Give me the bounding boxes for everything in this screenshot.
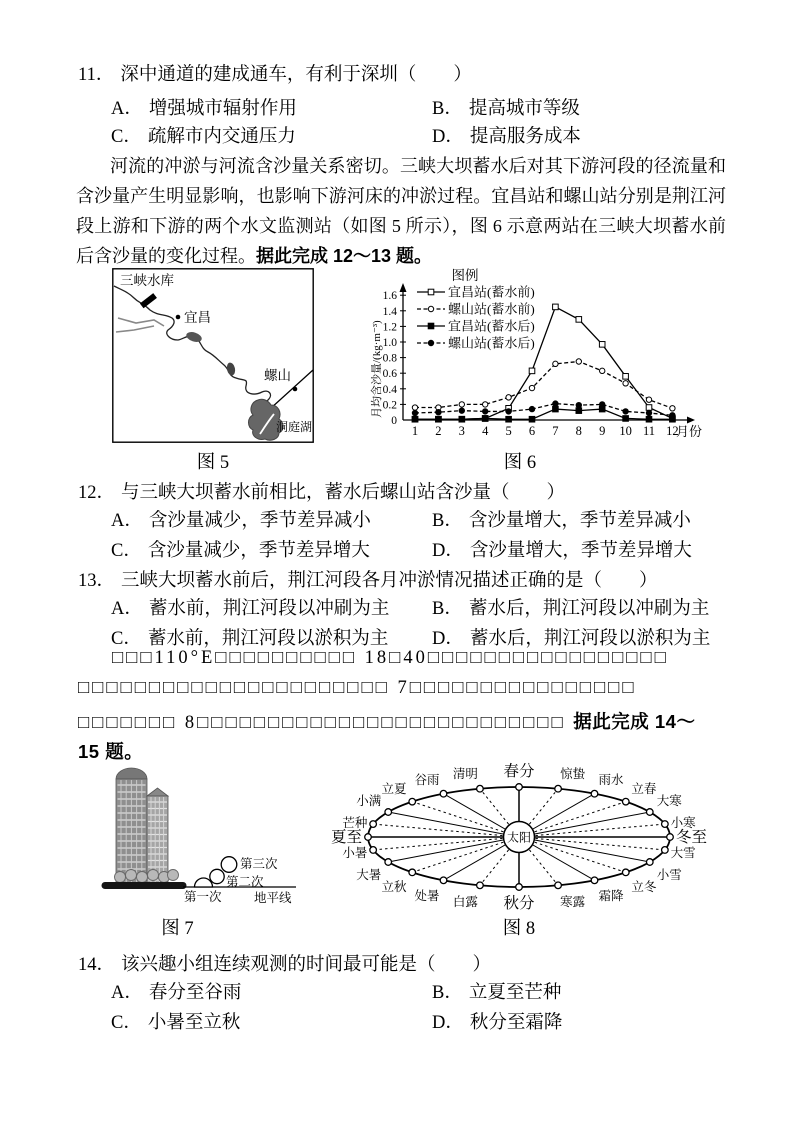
figure6-sediment-chart [368,262,713,447]
option-label: D． [432,1013,464,1033]
luoshan-station-dot [293,387,298,392]
option-label: A． [111,599,143,619]
intro2-line1: □□□110°E□□□□□□□□□□ 18□40□□□□□□□□□□□□□□□□□ [112,648,669,668]
svg-text:宜昌站(蓄水前): 宜昌站(蓄水前) [448,284,535,300]
svg-text:1.2: 1.2 [382,321,397,334]
svg-text:处暑: 处暑 [414,889,440,904]
option-label: D． [432,127,464,147]
luoshan-label: 螺山 [264,368,291,383]
svg-text:11: 11 [642,424,656,438]
third-observation-label: 第三次 [240,857,278,871]
figure7-sun-observation [80,760,310,935]
option-text: 含沙量增大，季节差异增大 [469,541,692,561]
svg-text:4: 4 [482,424,489,438]
intro2-line2: □□□□□□□□□□□□□□□□□□□□□□ 7□□□□□□□□□□□□□□□□ [78,678,637,698]
question-14 [78,950,728,976]
second-observation-label: 第二次 [226,875,264,889]
svg-text:螺山站(蓄水前): 螺山站(蓄水前) [448,301,535,317]
option-label: A． [111,511,143,531]
svg-text:惊蛰: 惊蛰 [560,766,586,781]
svg-text:白露: 白露 [452,895,478,910]
svg-text:小雪: 小雪 [656,868,682,882]
svg-text:1: 1 [411,424,419,438]
question-13-option-b [432,594,709,620]
svg-text:0: 0 [391,415,397,427]
svg-text:螺山站(蓄水后): 螺山站(蓄水后) [448,335,535,351]
intro2-line4: 15 题。 [78,741,144,762]
svg-text:大寒: 大寒 [656,794,682,808]
question-13-option-a [111,594,389,620]
option-label: B． [432,511,463,531]
svg-text:月份: 月份 [676,424,703,439]
option-text: 提高城市等级 [468,99,580,119]
svg-text:霜降: 霜降 [598,889,624,904]
svg-text:8: 8 [575,424,582,438]
option-text: 春分至谷雨 [148,983,242,1003]
option-text: 蓄水前，荆江河段以淤积为主 [147,629,389,649]
svg-text:大暑: 大暑 [356,868,382,882]
question-12 [78,478,728,504]
intro2-line3 [78,708,730,734]
question-12-option-b [432,506,691,532]
svg-text:宜昌站(蓄水后): 宜昌站(蓄水后) [448,318,535,334]
option-text: 蓄水后，荆江河段以淤积为主 [469,629,711,649]
reservoir-label: 三峡水库 [120,273,174,288]
svg-text:10: 10 [619,424,632,438]
svg-text:立冬: 立冬 [631,880,657,895]
svg-text:立夏: 立夏 [381,781,407,796]
svg-text:5: 5 [505,424,512,438]
option-label: C． [111,1013,142,1033]
svg-text:月均含沙量/(kg·m⁻³): 月均含沙量/(kg·m⁻³) [371,320,383,418]
option-text: 含沙量增大，季节差异减小 [468,511,691,531]
option-label: B． [432,599,463,619]
question-14-option-a [111,978,241,1004]
svg-text:1.6: 1.6 [382,290,397,303]
svg-text:7: 7 [552,424,559,438]
option-label: D． [432,629,464,649]
question-12-option-d [432,536,692,562]
question-11-option-d [432,122,581,148]
figure6-caption: 图 6 [503,453,537,473]
option-label: B． [432,983,463,1003]
svg-text:夏至: 夏至 [330,829,362,846]
option-text: 立夏至芒种 [468,983,562,1003]
question-12-option-a [111,506,371,532]
svg-text:太阳: 太阳 [506,830,532,845]
option-label: A． [111,983,143,1003]
svg-text:12: 12 [666,424,679,438]
figure7-caption: 图 7 [161,919,194,939]
intro2-line3-boxes: □□□□□□□ 8□□□□□□□□□□□□□□□□□□□□□□□□□□ [78,713,566,733]
svg-text:图例: 图例 [451,268,479,283]
question-11-option-b [432,94,580,120]
svg-text:谷雨: 谷雨 [414,772,440,787]
svg-text:小寒: 小寒 [670,815,696,830]
question-14-text: 该兴趣小组连续观测的时间最可能是（ ） [121,955,492,975]
question-13-option-c [111,624,388,650]
yichang-label: 宜昌 [184,310,211,325]
svg-text:秋分: 秋分 [503,895,535,912]
svg-text:0.2: 0.2 [382,399,397,412]
svg-text:冬至: 冬至 [676,829,708,846]
figure5-map [112,268,314,443]
question-14-option-d [432,1008,562,1034]
svg-text:9: 9 [599,424,606,438]
svg-text:春分: 春分 [503,763,535,780]
question-12-text: 与三峡大坝蓄水前相比，蓄水后螺山站含沙量（ ） [121,483,566,503]
svg-text:雨水: 雨水 [598,772,624,787]
question-13-text: 三峡大坝蓄水前后，荆江河段各月冲淤情况描述正确的是（ ） [121,571,658,591]
option-label: C． [111,127,142,147]
svg-text:小暑: 小暑 [342,846,368,861]
option-label: C． [111,629,142,649]
horizon-label: 地平线 [254,891,292,905]
question-11 [78,60,728,86]
svg-text:2: 2 [435,424,442,438]
option-text: 含沙量减少，季节差异减小 [148,511,371,531]
question-12-option-c [111,536,370,562]
option-text: 秋分至霜降 [469,1013,563,1033]
svg-text:1.0: 1.0 [382,337,397,349]
svg-text:小满: 小满 [356,794,382,808]
figure5-caption: 图 5 [196,453,230,473]
svg-text:大雪: 大雪 [670,846,696,861]
option-label: D． [432,541,464,561]
option-text: 含沙量减少，季节差异增大 [147,541,370,561]
intro-paragraph-body: 河流的冲淤与河流含沙量关系密切。三峡大坝蓄水后对其下游河段的径流量和含沙量产生明显影响，也影响下游河床的冲淤过程。宜昌站和螺山站分别是荆江河段上游和下游的两个水文监测站（如图 5 所示），图 6 示意两站在三峡大坝蓄水前后含沙量的变化过程。 [76,156,726,266]
option-text: 提高服务成本 [469,127,581,147]
question-11-option-c [111,122,296,148]
svg-text:0.4: 0.4 [382,383,397,396]
question-14-number: 14． [78,955,116,975]
intro-paragraph-instruction: 据此完成 12～13 题。 [256,246,433,266]
svg-text:寒露: 寒露 [560,895,586,910]
question-11-number: 11． [78,65,115,85]
figure8-caption: 图 8 [502,919,536,939]
dongting-lake-label: 洞庭湖 [276,420,313,434]
yichang-station-dot [176,315,181,320]
option-text: 蓄水前，荆江河段以冲刷为主 [148,599,390,619]
question-14-option-b [432,978,561,1004]
svg-text:清明: 清明 [452,766,478,781]
intro-paragraph-rivers [76,151,726,271]
first-observation-label: 第一次 [184,890,222,904]
question-13-option-d [432,624,710,650]
intro2-instruction-start: 据此完成 14～ [573,711,696,732]
svg-text:立秋: 立秋 [381,880,407,895]
svg-text:6: 6 [528,424,536,438]
svg-text:1.4: 1.4 [382,305,397,318]
option-label: B． [432,99,463,119]
svg-text:0.6: 0.6 [382,368,397,381]
figure8-solar-terms-diagram [330,755,730,930]
option-text: 疏解市内交通压力 [147,127,296,147]
option-label: A． [111,99,143,119]
svg-text:立春: 立春 [631,781,657,796]
question-14-option-c [111,1008,240,1034]
svg-text:3: 3 [458,424,465,438]
option-text: 蓄水后，荆江河段以冲刷为主 [468,599,710,619]
question-11-text: 深中通道的建成通车，有利于深圳（ ） [120,65,472,85]
svg-text:芒种: 芒种 [342,815,368,830]
question-11-option-a [111,94,297,120]
option-label: C． [111,541,142,561]
option-text: 增强城市辐射作用 [148,99,297,119]
question-13-number: 13． [78,571,116,591]
question-13 [78,566,728,592]
svg-text:0.8: 0.8 [382,352,397,365]
question-12-number: 12． [78,483,116,503]
option-text: 小暑至立秋 [147,1013,241,1033]
